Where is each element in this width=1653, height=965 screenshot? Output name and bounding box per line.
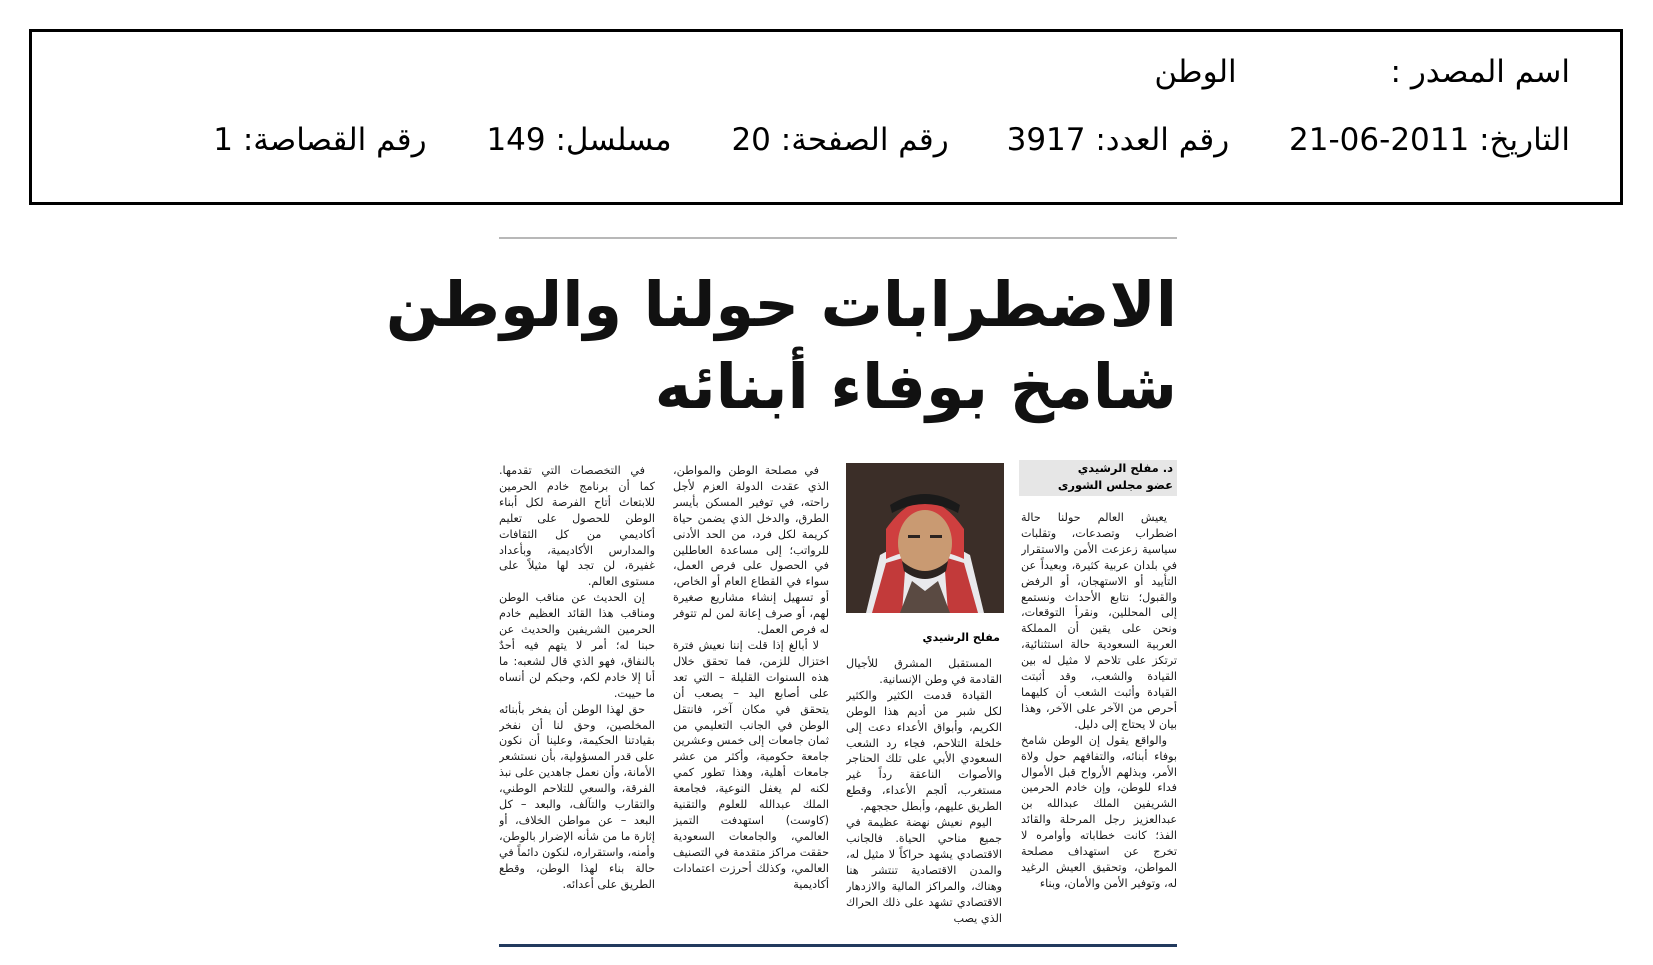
paragraph: والواقع يقول إن الوطن شامخ بوفاء أبنائه، والتفافهم حول ولاة الأمر، وبذلهم الأرواح قبل الأموال فداء للوطن، وإن خادم الحرمين الشريفين الملك عبدالله بن عبدالعزيز رجل المرحلة والقائد الفذ؛ كانت خطاباته وأوامره لا تخرج عن استهداف مصلحة المواطن، وتحقيق العيش الرغيد له، وتوفير الأمن والأمان، وبناء (1021, 733, 1177, 890)
source-info-box (29, 29, 1623, 205)
paragraph: في مصلحة الوطن والمواطن، الذي عقدت الدولة العزم لأجل راحته، في توفير المسكن بأيسر الطرق، والدخل الذي يضمن حياة كريمة لكل فرد، من الحد الأدنى للرواتب؛ إلى مساعدة العاطلين في الحصول على فرص العمل، سواء في القطاع العام أو الخاص، أو تسهيل إنشاء مشاريع صغيرة لهم، أو صرف إعانة لمن لم تتوفر له فرص العمل. (673, 464, 829, 637)
photo-caption: مفلح الرشيدي (922, 631, 1000, 644)
newspaper-clipping (385, 237, 1177, 947)
issue-field (1006, 122, 1230, 158)
paragraph: لا أبالغ إذا قلت إننا نعيش فترة اختزال للزمن، فما تحقق خلال هذه السنوات القليلة – التي تعد على أصابع اليد – يصعب أن يتحقق في مكان آخر، فانتقل الوطن في الجانب التعليمي من ثمان جامعات إلى خمس وعشرين جامعة حكومية، وأكثر من عشر جامعات أهلية، وهذا تطور كمي لكنه لم يغفل النوعية، فجامعة الملك عبدالله للعلوم والتقنية (كاوست) استهدفت التميز العالمي، والجامعات السعودية حققت مراكز متقدمة في التصنيف العالمي، وكذلك أحرزت اعتمادات أكاديمية (673, 638, 829, 891)
top-divider (499, 237, 1177, 239)
bottom-divider (499, 944, 1177, 947)
paragraph: يعيش العالم حولنا حالة اضطراب وتصدعات، وتقلبات سياسية زعزعت الأمن والاستقرار في بلدان عربية كثيرة، وبعيداً عن التأييد أو الاستهجان، أو الرفض والقبول؛ نتابع الأحداث ونستمع إلى المحللين، ونقرأ التوقعات، ونحن على يقين أن المملكة العربية السعودية حالة استثنائية، ترتكز على تلاحم لا مثيل له بين القيادة والشعب، وقد أثبتت القيادة وأثبت الشعب أن كليهما أحرص من الآخر على الآخر، وهذا بيان لا يحتاج إلى دليل. (1021, 511, 1177, 731)
issue-label: رقم العدد: (1095, 122, 1230, 158)
headline-line-2: شامخ بوفاء أبنائه (654, 350, 1177, 423)
clipping-field (213, 122, 427, 158)
serial-value: 149 (486, 122, 546, 158)
paragraph: حق لهذا الوطن أن يفخر بأبنائه المخلصين، وحق لنا أن نفخر بقيادتنا الحكيمة، وعلينا أن نكون على قدر المسؤولية، بأن نستشعر الأمانة، وأن نعمل جاهدين على نبذ الفرقة، والسعي للتلاحم الوطني، والتقارب والتآلف، والبعد – كل البعد – عن مواطن الخلاف، أو إثارة ما من شأنه الإضرار بالوطن، وأمنه، واستقراره، لنكون دائماً في حالة بناء لهذا الوطن، وقطع الطريق على أعدائه. (499, 702, 655, 891)
article-column-4 (499, 463, 655, 930)
article-headline (385, 264, 1177, 428)
clipping-label: رقم القصاصة: (242, 122, 427, 158)
serial-field (486, 122, 672, 158)
paragraph: اليوم نعيش نهضة عظيمة في جميع مناحي الحياة. فالجانب الاقتصادي يشهد حراكاً لا مثيل له، والمدن الاقتصادية تنتشر هنا وهناك، والمراكز المالية والازدهار الاقتصادي تشهد على ذلك الحراك الذي يصب (846, 816, 1002, 925)
source-name-row (1154, 54, 1570, 90)
source-details-row (213, 122, 1570, 158)
author-title: عضو مجلس الشورى (1057, 478, 1173, 492)
issue-value: 3917 (1006, 122, 1086, 158)
page-value: 20 (731, 122, 771, 158)
serial-label: مسلسل: (555, 122, 672, 158)
page-label: رقم الصفحة: (780, 122, 949, 158)
author-byline (1019, 460, 1177, 496)
article-column-1 (1021, 510, 1177, 930)
date-value: 2011-06-21 (1289, 122, 1470, 158)
headline-line-1: الاضطرابات حولنا والوطن (385, 268, 1177, 341)
source-name-value: الوطن (1154, 54, 1237, 90)
paragraph: القيادة قدمت الكثير والكثير لكل شبر من أديم هذا الوطن الكريم، وأبواق الأعداء دعت إلى خلخلة التلاحم، فجاء رد الشعب السعودي الأبي على تلك الحناجر والأصوات الناعقة رداً غير مستغرب، ألجم الأعداء، وقطع الطريق عليهم، وأبطل حججهم. (846, 688, 1002, 814)
article-column-3 (673, 463, 829, 930)
page-field (731, 122, 949, 158)
source-name-label: اسم المصدر : (1390, 54, 1570, 90)
author-name: د. مفلح الرشيدي (1077, 461, 1173, 475)
author-portrait-icon (846, 463, 1004, 613)
paragraph: في التخصصات التي تقدمها. كما أن برنامج خادم الحرمين للابتعاث أتاح الفرصة لكل أبناء الوطن للحصول على تعليم أكاديمي من كل الثقافات والمدارس الأكاديمية، وبأعداد غفيرة، لن تجد لها مثيلاً على مستوى العالم. (499, 464, 655, 589)
paragraph: إن الحديث عن مناقب الوطن ومناقب هذا القائد العظيم خادم الحرمين الشريفين والحديث عن حبنا له؛ أمر لا يتهم فيه أحدٌ بالنفاق، فهو الذي قال لشعبه: ما أنا إلا خادم لكم، وحبكم لن أنساه ما حييت. (499, 591, 655, 700)
author-photo (846, 463, 1004, 613)
article-column-2 (846, 656, 1002, 930)
clipping-value: 1 (213, 122, 233, 158)
paragraph: المستقبل المشرق للأجيال القادمة في وطن الإنسانية. (846, 657, 1002, 686)
date-label: التاريخ: (1479, 122, 1570, 158)
date-field (1289, 122, 1570, 158)
